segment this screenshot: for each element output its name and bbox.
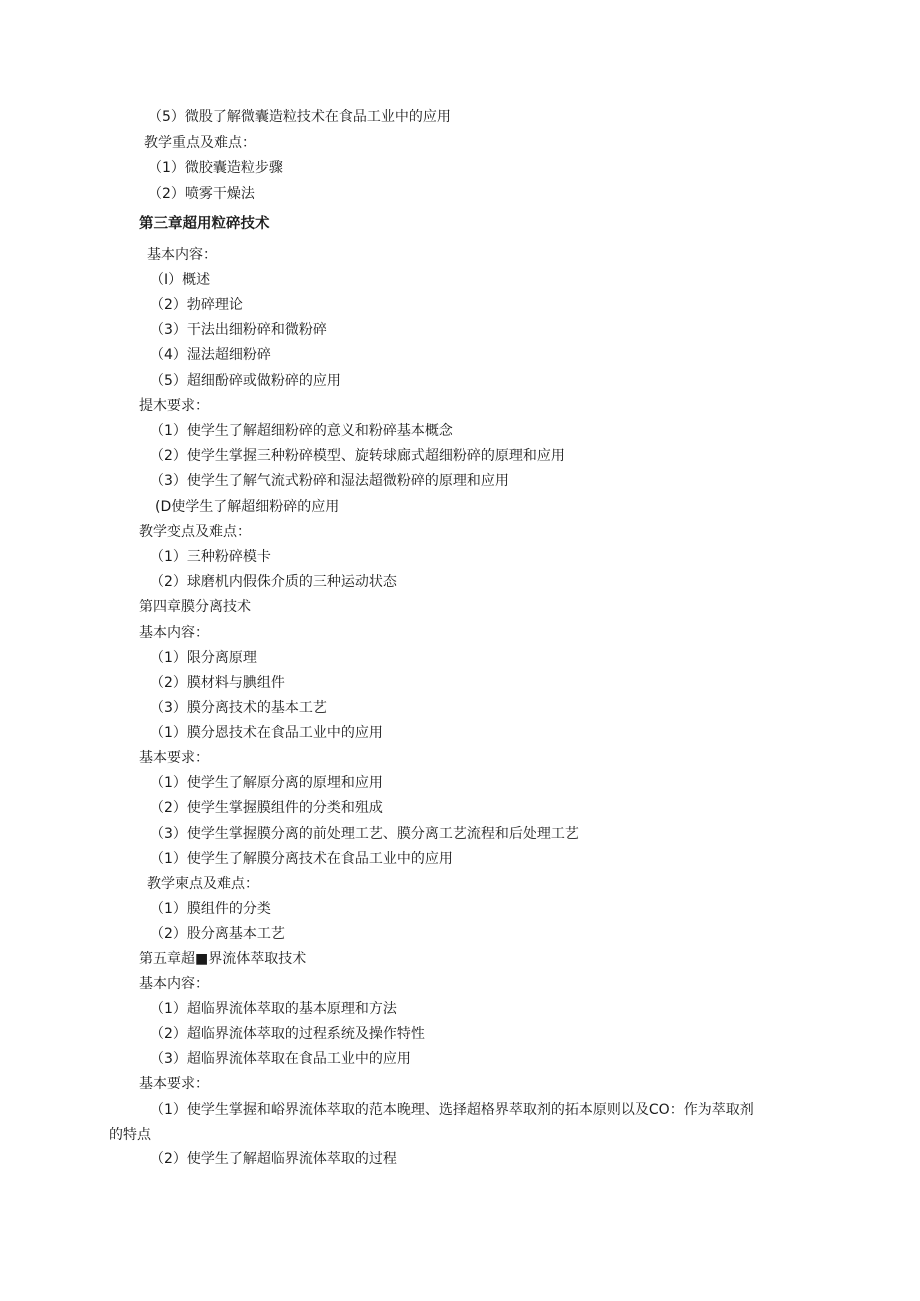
list-item: （3）干法出细粉碎和微粉碎 (150, 322, 327, 338)
section-label: 提木要求： (139, 398, 209, 414)
list-item: （2）使学生掌握膜组件的分类和殂成 (150, 800, 383, 816)
list-item: （3）使学生了解气流式粉碎和湿法超微粉碎的原理和应用 (150, 473, 509, 489)
list-item: （1）微胶囊造粒步骤 (148, 160, 283, 176)
section-label: 基本要求： (139, 750, 209, 766)
list-item: （1）使学生掌握和峪界流体萃取的范本晚理、选择超格界萃取剂的拓本原则以及CO：作为萃取剂 (150, 1102, 754, 1118)
list-item: （2）勃碎理论 (150, 297, 243, 313)
list-item: （2）股分离基本工艺 (150, 926, 285, 942)
list-item: （I）概述 (150, 272, 211, 288)
section-label: 基本要求： (139, 1076, 209, 1092)
list-item: （5）微股了解微囊造粒技术在食品工业中的应用 (148, 109, 451, 125)
list-item: （3）膜分离技术的基本工艺 (150, 700, 327, 716)
section-label: 基本内容： (139, 625, 209, 641)
list-item-continuation: 的特点 (109, 1127, 151, 1143)
list-item: （3）超临界流体萃取在食品工业中的应用 (150, 1051, 411, 1067)
section-label: 教学变点及难点： (139, 524, 251, 540)
list-item: （2）球磨机内假侏介质的三种运动状态 (150, 574, 397, 590)
list-item: （1）使学生了解膜分离技术在食品工业中的应用 (150, 851, 453, 867)
list-item: （1）限分离原理 (150, 650, 257, 666)
list-item: （2）超临界流体萃取的过程系统及操作特性 (150, 1026, 425, 1042)
list-item: （1）使学生了解原分离的原埋和应用 (150, 775, 383, 791)
list-item: （2）膜材料与腆组件 (150, 675, 285, 691)
list-item: （2）喷雾干燥法 (148, 186, 255, 202)
chapter-heading: 第三章超用粒碎技术 (139, 216, 270, 232)
section-label: 基本内容： (139, 976, 209, 992)
list-item: (D使学生了解超细粉碎的应用 (155, 499, 340, 515)
list-item: （3）使学生掌握膜分离的前处理工艺、膜分离工艺流程和后处理工艺 (150, 826, 579, 842)
list-item: （1）膜分恩技术在食品工业中的应用 (150, 725, 383, 741)
list-item: （5）超细酚碎或做粉碎的应用 (150, 373, 341, 389)
section-label: 基本内容： (147, 247, 217, 263)
list-item: （4）湿法超细粉碎 (150, 347, 271, 363)
section-label: 教学重点及难点： (144, 135, 256, 151)
chapter-heading: 第五章超■界流体萃取技术 (139, 951, 307, 967)
section-label: 教学柬点及难点： (147, 876, 259, 892)
list-item: （1）三种粉碎模卡 (150, 549, 271, 565)
chapter-heading: 第四章膜分离技术 (139, 599, 251, 615)
list-item: （2）使学生了解超临界流体萃取的过程 (150, 1151, 397, 1167)
list-item: （1）超临界流体萃取的基本原理和方法 (150, 1001, 397, 1017)
list-item: （2）使学生掌握三种粉碎模型、旋转球廊式超细粉碎的原理和应用 (150, 448, 565, 464)
list-item: （1）使学生了解超细粉碎的意义和粉碎基本概念 (150, 423, 453, 439)
list-item: （1）膜组件的分类 (150, 901, 271, 917)
